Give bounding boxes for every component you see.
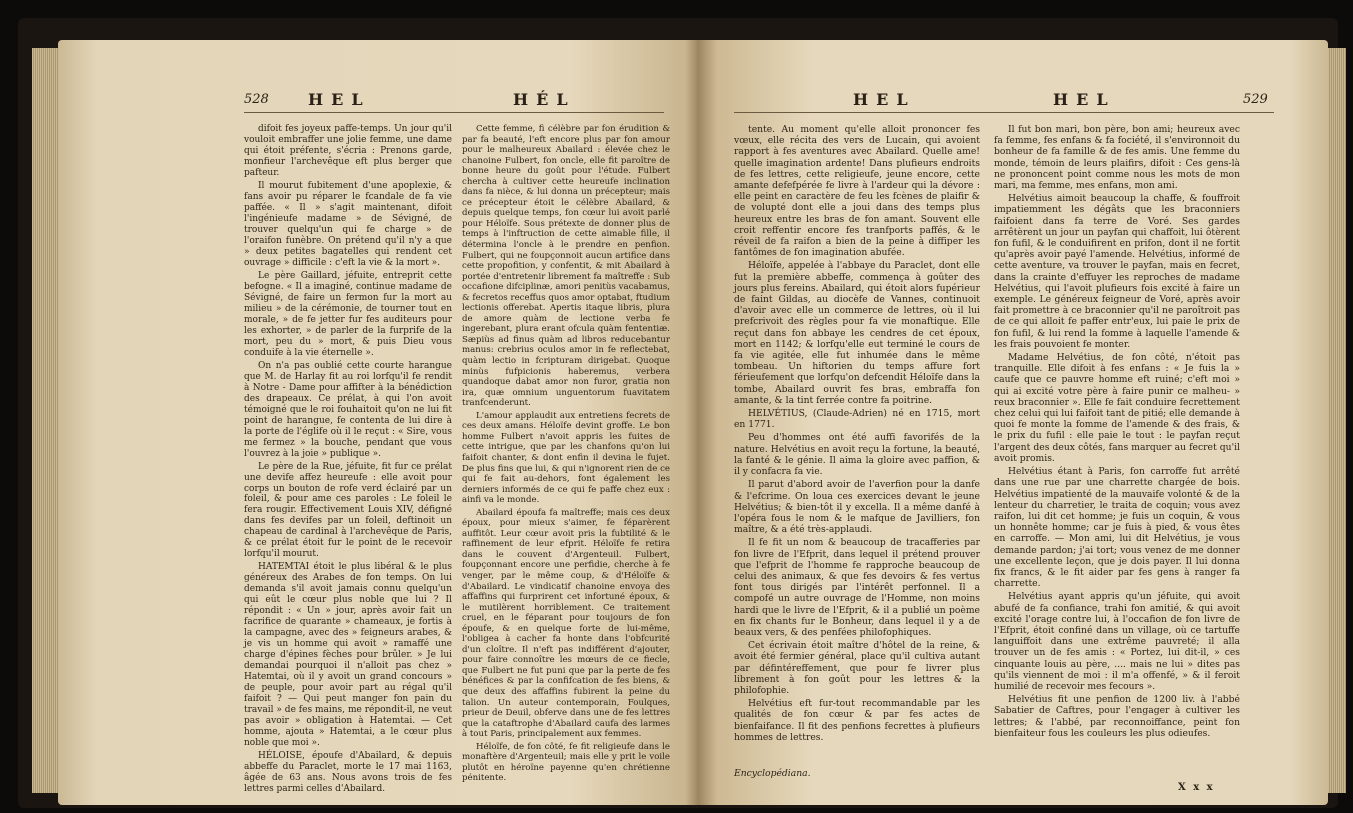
left-running-head-right: HÉL bbox=[513, 90, 576, 109]
paragraph: Helvétius étant à Paris, fon carroffe fut arrêté dans une rue par une charrette chargée de bois. Helvétius impatienté de la mauvaife volonté & de la lenteur du charretier, le traita de coquin; vous avez raifon, lui dit cet homme; je fuis un coquin, & vous un honnête homme; car je fuis à pied, & vous êtes en carroffe. — Mon ami, lui dit Helvétius, je vous demande pardon; j'ai tort; vous venez de me donner une excellente leçon, que je dois payer. Il lui donna fix francs, & le fit aider par fes gens à ranger fa charrette. bbox=[994, 466, 1240, 590]
paragraph: Helvétius eft fur-tout recommandable par les qualités de fon cœur & par fes actes de bienfaifance. Il fit des penfions fecrettes à plufieurs hommes de lettres. bbox=[734, 698, 980, 743]
left-page bbox=[58, 40, 698, 805]
left-running-head-left: HEL bbox=[308, 90, 371, 109]
paragraph: Il parut d'abord avoir de l'averfion pour la danfe & l'efcrime. On loua ces exercices devant le jeune Helvétius; & bien-tôt il y excella. Il a même danfé à l'opéra fous le nom & le mafque de Javilliers, fon maître, & a été très-applaudi. bbox=[734, 479, 980, 536]
open-book bbox=[18, 18, 1338, 808]
left-column-1 bbox=[244, 124, 452, 796]
right-running-head-left: HEL bbox=[853, 90, 916, 109]
left-page-number: 528 bbox=[244, 92, 269, 107]
signature-mark: X x x bbox=[1178, 782, 1215, 793]
paragraph: Le père de la Rue, jéfuite, fit fur ce prélat une devife affez heureufe : elle avoit pour corps un bouton de rofe verd éclairé par un foleil, & pour ame ces paroles : Le foleil le fera rougir. Effectivement Louis XIV, défigné dans fes devifes par un foleil, deftinoit un chapeau de cardinal à l'archevêque de Paris, & ce prélat étoit fur le point de le recevoir lorfqu'il mourut. bbox=[244, 461, 452, 560]
right-column-1-footer: Encyclopédiana. bbox=[734, 768, 811, 779]
paragraph: Helvétius ayant appris qu'un jéfuite, qui avoit abufé de fa confiance, trahi fon amitié, & qui avoit excité l'orage contre lui, à l'occafion de fon livre de l'Efprit, étoit confiné dans un village, où ce tartuffe languiffoit dans une extrême pauvreté; il alla trouver un de fes amis : « Portez, lui dit-il, » ces cinquante louis au père, .... mais ne lui » dites pas qu'ils viennent de moi : il m'a offenfé, » & il feroit humilié de recevoir mes fecours ». bbox=[994, 591, 1240, 692]
paragraph: Cet écrivain étoit maître d'hôtel de la reine, & avoit été fermier général, place qu'il cultiva autant par défintéreffement, que pour fe livrer plus librement à fon goût pour les lettres & la philofophie. bbox=[734, 640, 980, 696]
right-page-number: 529 bbox=[1243, 92, 1268, 107]
left-column-2 bbox=[462, 124, 670, 796]
paragraph: Helvétius fit une penfion de 1200 liv. à l'abbé Sabatier de Caftres, pour l'engager à cultiver les lettres; & l'abbé, par reconnoiffance, peint fon bienfaiteur fous les couleurs les plus odieufes. bbox=[994, 694, 1240, 739]
paragraph: Cette femme, fi célèbre par fon érudition & par fa beauté, l'eft encore plus par fon amour pour le malheureux Abailard : élevée chez le chanoine Fulbert, fon oncle, elle fit paroître de bonne heure du goût pour l'étude. Fulbert chercha à cultiver cette heureufe inclination dans fa nièce, & lui donna un précepteur; mais ce précepteur étoit le célèbre Abailard, & depuis quelque temps, fon cœur lui avoit parlé pour Héloïfe. Sous prétexte de donner plus de temps à l'inftruction de cette aimable fille, il détermina l'oncle à le prendre en penfion. Fulbert, qui ne foupçonnoit aucun artifice dans cette propofition, y confentit, & mit Abailard à portée d'entretenir librement fa maîtreffe : Sub occafione difciplinæ, amori penitùs vacabamus, & fecretos receffus quos amor optabat, ftudium lectionis offerebat. Apertis itaque libris, plura de amore quàm de lectione verba fe ingerebant, plura erant ofcula quàm fententiæ. Sæpiùs ad finus quàm ad libros reducebantur manus: crebrius oculos amor in fe reflectebat, quàm lectio in fcripturam dirigebat. Quoque minùs fufpicionis haberemus, verbera quandoque dabat amor non furor, gratia non ira, quæ omnium unguentorum fuavitatem tranfcenderunt. bbox=[462, 124, 670, 409]
paragraph: Il fe fit un nom & beaucoup de tracafferies par fon livre de l'Efprit, dans lequel il prétend prouver que l'efprit de l'homme fe rapproche beaucoup de celui des animaux, & que fes devoirs & fes vertus font tous dirigés par l'intérêt perfonnel. Il a compofé un autre ouvrage de l'Homme, non moins hardi que le livre de l'Efprit, & il a publié un poème en fix chants fur le Bonheur, dans lequel il y a de beaux vers, & des penfées philofophiques. bbox=[734, 537, 980, 638]
paragraph: Il fut bon mari, bon père, bon ami; heureux avec fa femme, fes enfans & fa fociété, il s'environnoit du bonheur de fa famille & de fes amis. Une femme du monde, témoin de leurs plaifirs, difoit : Ces gens-là ne prononcent point comme nous les mots de mon mari, ma femme, mes enfans, mon ami. bbox=[994, 124, 1240, 192]
paragraph: Helvétius aimoit beaucoup la chaffe, & fouffroit impatiemment les dégâts que les braconniers faifoient dans fa terre de Voré. Ses gardes arrêtèrent un jour un payfan qui chaffoit, lui ôtèrent fon fufil, & le conduifirent en prifon, dont il ne fortit qu'après avoir payé l'amende. Helvétius, informé de cette aventure, va trouver le payfan, mais en fecret, dans la crainte d'effuyer les reproches de madame Helvétius, qui l'avoit plufieurs fois excité à faire un exemple. Le généreux feigneur de Voré, après avoir fait promettre à ce braconnier qu'il ne paroîtroit pas de ce qui alloit fe paffer entr'eux, lui paie le prix de fon fufil, & lui rend la fomme à laquelle l'amende & les frais pouvoient fe monter. bbox=[994, 193, 1240, 350]
right-column-2 bbox=[994, 124, 1240, 774]
paragraph: Madame Helvétius, de fon côté, n'étoit pas tranquille. Elle difoit à fes enfans : « Je fuis la » caufe que ce pauvre homme eft ruiné; c'eft moi » qui ai excité votre père à faire punir ce malheu- » reux braconnier ». Elle fe fait conduire fecrettement chez celui qui lui faifoit tant de pitié; elle demande à quoi fe monte la fomme de l'amende & des frais, & le prix du fufil : elle paie le tout : le payfan reçut l'argent des deux côtés, fans marquer au fecret qu'il avoit promis. bbox=[994, 352, 1240, 464]
left-head-rule bbox=[244, 112, 664, 113]
paragraph: HÉLOISE, époufe d'Abailard, & depuis abbeffe du Paraclet, morte le 17 mai 1163, âgée de 63 ans. Nous avons trois de fes lettres parmi celles d'Abailard. bbox=[244, 751, 452, 795]
paragraph: Héloïfe, de fon côté, fe fit religieufe dans le monaftère d'Argenteuil; mais elle y prit le voile plutôt en héroïne payenne qu'en chrétienne pénitente. bbox=[462, 741, 670, 784]
paragraph: Héloïfe, appelée à l'abbaye du Paraclet, dont elle fut la première abbeffe, commença à goûter des jours plus fereins. Abailard, qui étoit alors fupérieur de faint Gildas, au diocèfe de Vannes, continuoit d'avoir avec elle un commerce de lettres, où il lui prefcrivoit des règles pour fa vie monaftique. Elle reçut dans fon abbaye les cendres de cet époux, mort en 1142; & lorfqu'elle eut terminé le cours de fa vie agitée, elle fut inhumée dans le même tombeau. Un hiftorien du temps affure fort férieufement que lorfqu'on defcendit Héloïfe dans la tombe, Abailard ouvrit fes bras, embraffa fon amante, & la tint ferrée contre fa poitrine. bbox=[734, 260, 980, 406]
right-head-rule bbox=[734, 112, 1274, 113]
right-page bbox=[698, 40, 1328, 805]
right-running-head-right: HEL bbox=[1053, 90, 1116, 109]
right-column-1 bbox=[734, 124, 980, 764]
paragraph: L'amour applaudit aux entretiens fecrets de ces deux amans. Héloïfe devint groffe. Le bon homme Fulbert n'avoit appris les fuites de cette intrigue, que par les chanfons qu'on lui faifoit chanter, & dont enfin il devina le fujet. De plus fins que lui, & qui n'ignorent rien de ce qui fe fait au-dehors, font également les derniers informés de ce qui fe paffe chez eux : ainfi va le monde. bbox=[462, 410, 670, 506]
paragraph: Le père Gaillard, jéfuite, entreprit cette befogne. « Il a imaginé, continue madame de Sévigné, de faire un fermon fur la mort au milieu » de la cérémonie, de tourner tout en morale, » de fe jetter fur fes auditeurs pour les exhorter, » de parler de la furprife de la mort, peu du » mort, & puis Dieu vous conduife à la vie éternelle ». bbox=[244, 270, 452, 358]
paragraph: HATEMTAI étoit le plus libéral & le plus généreux des Arabes de fon temps. On lui demanda s'il avoit jamais connu quelqu'un qui eût le cœur plus noble que lui ? Il répondit : « Un » jour, après avoir fait un facrifice de quarante » chameaux, je fortis à la campagne, avec des » feigneurs arabes, & je vis un homme qui avoit » ramaffé une charge d'épines fèches pour brûler. » Je lui demandai pourquoi il n'alloit pas chez » Hatemtai, où il y avoit un grand concours » de peuple, pour avoir part au régal qu'il faifoit ? — Qui peut manger fon pain du travail » de fes mains, me répondit-il, ne veut pas avoir » obligation à Hatemtai. — Cet homme, ajouta » Hatemtai, a le cœur plus noble que moi ». bbox=[244, 562, 452, 749]
paragraph: On n'a pas oublié cette courte harangue que M. de Harlay fit au roi lorfqu'il fe rendit à Notre - Dame pour affifter à la bénédiction des drapeaux. Ce prélat, à qui l'on avoit témoigné que le roi fouhaitoit qu'on ne lui fit point de harangue, fe contenta de lui dire à la porte de l'églife où il le reçut : « Sire, vous me fermez » la bouche, pendant que vous l'ouvrez à la joie » publique ». bbox=[244, 360, 452, 459]
paragraph: tente. Au moment qu'elle alloit prononcer fes vœux, elle récita des vers de Lucain, qui avoient rapport à fes aventures avec Abailard. Quelle ame! quelle imagination ardente! Dans plufieurs endroits de fes lettres, cette religieufe, jeune encore, cette amante defefpérée fe livre à l'ardeur qui la dévore : elle peint en caractère de feu les fcènes de plaifir & de volupté dont elle a joui dans des temps plus heureux entre les bras de fon amant. Souvent elle croit reffentir encore fes tranfports paffés, & le réveil de fa raifon a bien de la peine à diffiper les fantômes de fon imagination abufée. bbox=[734, 124, 980, 259]
paragraph: Abailard époufa fa maîtreffe; mais ces deux époux, pour mieux s'aimer, fe féparèrent auffitôt. Leur cœur avoit pris la fubtilité & le raffinement de leur efprit. Héloïfe fe retira dans le couvent d'Argenteuil. Fulbert, foupçonnant encore une perfidie, cherche à fe venger, par le même coup, & d'Héloïfe & d'Abailard. Le vindicatif chanoine envoya des affaffins qui furprirent cet infortuné époux, & le mutilèrent horriblement. Ce traitement cruel, en le féparant pour toujours de fon époufe, & en quelque forte de lui-même, l'obligea à cacher fa honte dans l'obfcurité d'un cloître. Il n'eft pas indifférent d'ajouter, pour faire connoître les mœurs de ce fiecle, que Fulbert ne fut puni que par la perte de fes bénéfices & par la confifcation de fes biens, & que deux des affaffins fubirent la peine du talion. Un auteur contemporain, Foulques, prieur de Deuil, obferve dans une de fes lettres que la cataftrophe d'Abailard caufa des larmes à tout Paris, principalement aux femmes. bbox=[462, 507, 670, 740]
paragraph: difoit fes joyeux paffe-temps. Un jour qu'il vouloit embraffer une jolie femme, une dame qui étoit préfente, s'écria : Prenons garde, monfieur l'archevêque eft plus berger que pafteur. bbox=[244, 124, 452, 178]
paragraph: Il mourut fubitement d'une apoplexie, & fans avoir pu réparer le fcandale de fa vie paffée. « Il » s'agit maintenant, difoit l'ingénieufe madame » de Sévigné, de trouver quelqu'un qui fe charge » de l'oraifon funèbre. On prétend qu'il n'y a que » deux petites bagatelles qui rendent cet ouvrage » difficile : c'eft la vie & la mort ». bbox=[244, 180, 452, 268]
paragraph: Peu d'hommes ont été auffi favorifés de la nature. Helvétius en avoit reçu la fortune, la beauté, la fanté & le génie. Il aima la gloire avec paffion, & il y confacra fa vie. bbox=[734, 432, 980, 478]
paragraph: HELVÉTIUS, (Claude-Adrien) né en 1715, mort en 1771. bbox=[734, 408, 980, 431]
